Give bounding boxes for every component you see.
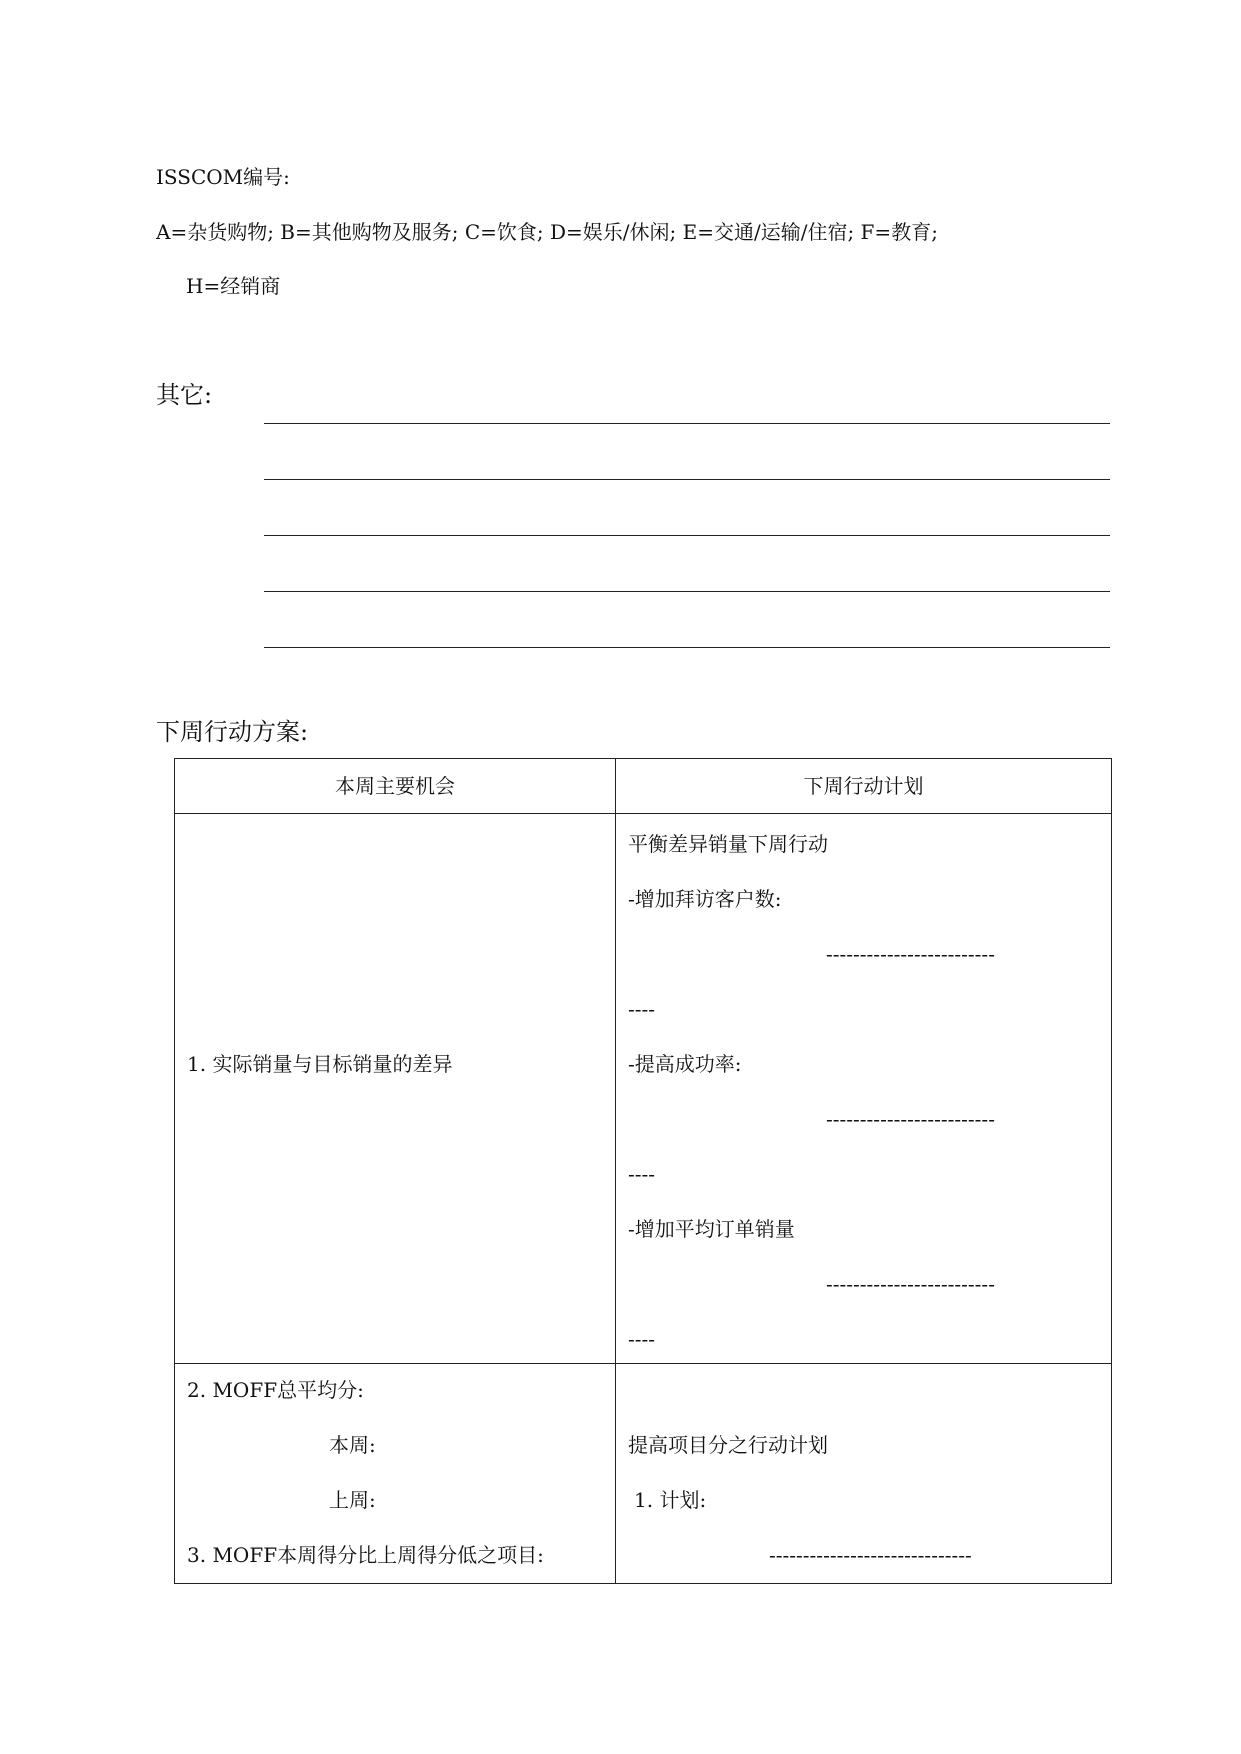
plan-1-fill-line[interactable]: ------------------------------ (769, 1543, 972, 1567)
table-row (175, 1364, 1112, 1584)
other-writing-line-3[interactable] (264, 535, 1110, 536)
increase-visits-fill-line[interactable]: ------------------------- (826, 942, 995, 966)
balance-gap-title: 平衡差异销量下周行动 (628, 832, 828, 856)
table-header-row (175, 759, 1112, 814)
row1-right-cell[interactable] (616, 814, 1112, 1364)
plan-1-label: 1. 计划: (634, 1488, 707, 1512)
moff-average-label: 2. MOFF总平均分: (187, 1378, 364, 1402)
success-rate-label: -提高成功率: (628, 1052, 742, 1076)
row1-left-cell[interactable] (175, 814, 616, 1364)
sales-gap-item: 1. 实际销量与目标销量的差异 (187, 1052, 453, 1076)
success-rate-fill-line-cont[interactable]: ---- (628, 1162, 656, 1186)
other-label: 其它: (156, 381, 213, 409)
avg-order-fill-line[interactable]: ------------------------- (826, 1272, 995, 1296)
this-week-score-label: 本周: (329, 1433, 376, 1457)
action-plan-table (174, 758, 1112, 1584)
success-rate-fill-line[interactable]: ------------------------- (826, 1107, 995, 1131)
isscom-title: ISSCOM编号: (156, 165, 290, 189)
next-week-heading: 下周行动方案: (156, 718, 309, 746)
other-writing-line-2[interactable] (264, 479, 1110, 480)
improve-score-plan-title: 提高项目分之行动计划 (628, 1433, 828, 1457)
row2-left-cell[interactable] (175, 1364, 616, 1584)
avg-order-fill-line-cont[interactable]: ---- (628, 1327, 656, 1351)
other-writing-line-1[interactable] (264, 423, 1110, 424)
other-writing-line-4[interactable] (264, 591, 1110, 592)
increase-visits-fill-line-cont[interactable]: ---- (628, 997, 656, 1021)
row2-right-cell[interactable] (616, 1364, 1112, 1584)
other-writing-line-5[interactable] (264, 647, 1110, 648)
increase-visits-label: -增加拜访客户数: (628, 887, 782, 911)
header-next-week-plan: 下周行动计划 (616, 759, 1112, 814)
isscom-categories-line1: A=杂货购物; B=其他购物及服务; C=饮食; D=娱乐/休闲; E=交通/运输/住宿; F=教育; (156, 220, 938, 244)
avg-order-label: -增加平均订单销量 (628, 1217, 795, 1241)
table-row (175, 814, 1112, 1364)
header-this-week-opportunities: 本周主要机会 (175, 759, 616, 814)
lower-score-items-label: 3. MOFF本周得分比上周得分低之项目: (187, 1543, 544, 1567)
last-week-score-label: 上周: (329, 1488, 376, 1512)
isscom-categories-line2: H=经销商 (186, 274, 281, 298)
